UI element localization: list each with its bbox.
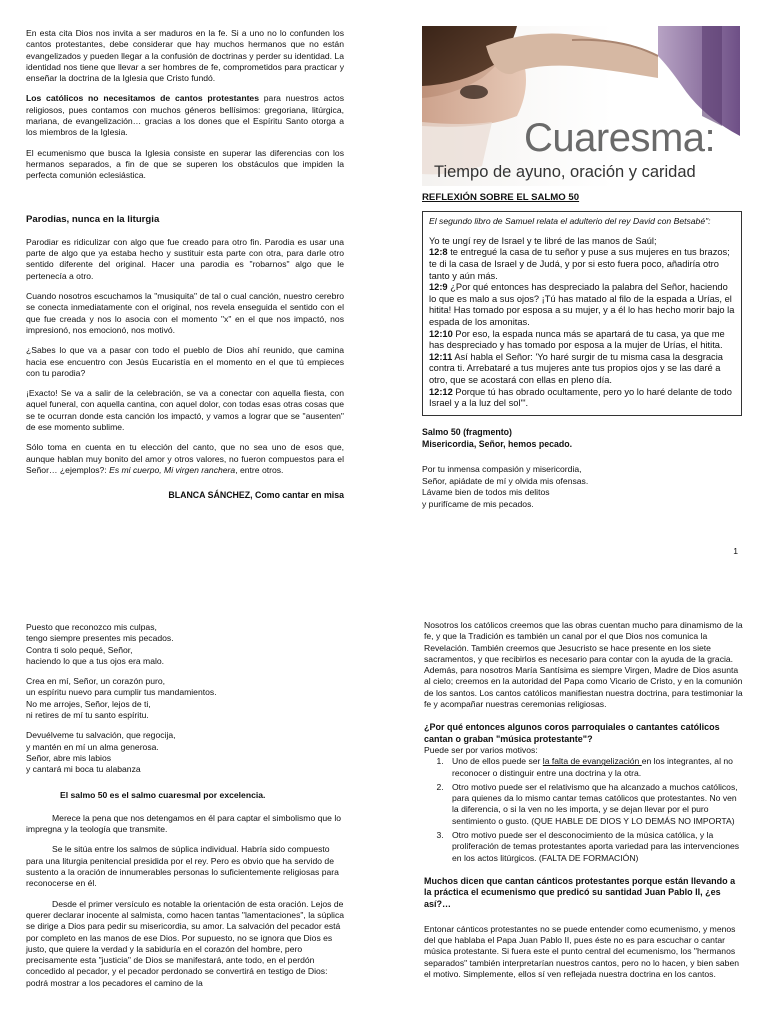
list-text: en los integrantes, al no reconocer o distinguir entre una doctrina y la otra. xyxy=(452,756,733,778)
poem-line: y purifícame de mis pecados. xyxy=(422,499,534,510)
verse-text: te entregué la casa de tu señor y puse a sus mujeres en tus brazos; te di la casa de Israel y de Judá, y por si esto fuera poco, añadiría otro tanto y aún más. xyxy=(429,247,730,281)
lent-hero-image xyxy=(422,26,740,186)
poem-line: Señor, apiádate de mí y olvida mis ofensas. xyxy=(422,475,589,486)
author-signature: BLANCA SÁNCHEZ, Como cantar en misa xyxy=(168,490,344,501)
poem-line: Puesto que reconozco mis culpas, xyxy=(26,622,157,632)
psalm-reflection-heading: REFLEXIÓN SOBRE EL SALMO 50 xyxy=(422,192,580,203)
poem-line: Lávame bien de todos mis delitos xyxy=(422,487,550,498)
paragraph: Parodiar es ridiculizar con algo que fue creado para otro fin. Parodia es usar una parte de algo que ya estaba hecho y sustituir esta parte con otra, para darle otro sentido diferente del original. Hacer una parodia es "robarnos" algo que le pertenecía a otro. xyxy=(26,236,344,281)
paragraph: Merece la pena que nos detengamos en él para captar el simbolismo que lo impregna y la teología que transmite. xyxy=(26,812,342,835)
verse-number: 12:12 xyxy=(429,386,453,397)
psalm-title-line: Salmo 50 (fragmento) xyxy=(422,426,512,437)
verse-number: 12:9 xyxy=(429,282,448,293)
scripture-box xyxy=(422,211,742,416)
italic-examples: Es mi cuerpo, Mi virgen ranchera xyxy=(109,464,236,475)
verse-number: 12:8 xyxy=(429,247,448,258)
psalm-stanza xyxy=(26,730,348,775)
scripture-verse xyxy=(429,282,735,328)
verse-number: 12:11 xyxy=(429,351,453,362)
paragraph xyxy=(26,442,344,476)
page2-right-column xyxy=(424,620,744,989)
reasons-list xyxy=(424,756,744,864)
poem-line: ni retires de mí tu santo espíritu. xyxy=(26,710,149,721)
paragraph: Desde el primer versículo es notable la orientación de esta oración. Lejos de querer declarar inocente al salmista, como hacen tantas "lamentaciones", la súplica se dirige a Dios para pedir su misericordia, su amor. La salvación del pecador está por completo en las manos de ese Dios. Por supuesto, no se ignora que Dios es justo, que quiere la verdad y la sabiduría en el corazón del hombre, pero precisamente esta "justicia" de Dios se manifestará, ante todo, en el perdón concedido al pecador, y el pecador perdonado se convertirá en testigo de Dios: podrá mostrar a los pecadores el camino de la xyxy=(26,898,345,988)
scripture-intro: El segundo libro de Samuel relata el adulterio del rey David con Betsabé": xyxy=(429,216,711,227)
verse-text: Porque tú has obrado ocultamente, pero yo lo haré delante de todo Israel y a la luz del sol'". xyxy=(429,386,732,409)
verse-text: Así habla el Señor: 'Yo haré surgir de tu misma casa la desgracia contra ti. Arrebataré a tus mujeres ante tus propios ojos y se las daré a otro, que se acostará con ellas en pleno día. xyxy=(429,351,723,386)
scripture-verse xyxy=(429,329,735,352)
paragraph: El ecumenismo que busca la Iglesia consiste en superar las diferencias con los hermanos separados, a fin de que se superen los obstáculos que impiden la perfecta comunión eclesiástica. xyxy=(26,147,344,181)
verse-number: 12:10 xyxy=(429,328,453,339)
paragraph xyxy=(26,93,344,138)
question-intro: Puede ser por varios motivos: xyxy=(424,744,538,755)
list-item xyxy=(446,756,744,779)
paragraph: Entonar cánticos protestantes no se puede entender como ecumenismo, y menos del que hablaba el Papa Juan Pablo II, pues éste no es para escuchar o cantar música protestante. Si fuera este el punto central del ecumenismo, los "hermanos separados" también interpretarían nuestros cantos, pero no lo hacen, y bien saben el motivo. Simplemente, ellos sí ven reflejada nuestra doctrina en los cantos. xyxy=(424,923,740,980)
verse-text: ¿Por qué entonces has despreciado la palabra del Señor, haciendo lo que es malo a sus ojos? ¡Tú has matado al filo de la espada a Urías, el hitita! Has tomado por esposa a su mujer, y a él lo has hecho morir bajo la espada de los amonitas. xyxy=(429,282,735,328)
poem-line: Crea en mí, Señor, un corazón puro, xyxy=(26,676,166,687)
scripture-line: Yo te ungí rey de Israel y te libré de las manos de Saúl; xyxy=(429,235,657,246)
hero-subtitle: Tiempo de ayuno, oración y caridad xyxy=(434,163,696,181)
poem-line: haciendo lo que a tus ojos era malo. xyxy=(26,655,165,666)
psalm-poem xyxy=(422,464,742,511)
page-2 xyxy=(0,570,768,1024)
poem-line: Contra ti solo pequé, Señor, xyxy=(26,644,133,655)
list-item: 2. Otro motivo puede ser el relativismo que ha alcanzado a muchos católicos, para quienes da lo mismo cantar temas católicos que protestantes. No ven la diferencia, o si la ven no les importa, y se dejan llevar por el puro sentimiento o gusto. (QUE HABLE DE DIOS Y LO DEMÁS NO IMPORTA) xyxy=(446,782,744,827)
page-number: 1 xyxy=(733,546,738,556)
verse-text: Por eso, la espada nunca más se apartará de tu casa, ya que me has despreciado y has tomado por esposa a la mujer de Urías, el hitita. xyxy=(429,328,725,351)
paragraph: ¿Sabes lo que va a pasar con todo el pueblo de Dios ahí reunido, que camina hacia ese encuentro con Jesús Eucaristía en el momento en el que tú empieces con tu parodia? xyxy=(26,345,344,378)
poem-line: No me arrojes, Señor, lejos de ti, xyxy=(26,698,151,709)
psalm-stanza xyxy=(26,676,348,721)
section-heading: Parodias, nunca en la liturgia xyxy=(26,213,160,225)
bold-lead: Los católicos no necesitamos de cantos protestantes xyxy=(26,93,259,104)
psalm-stanza xyxy=(26,622,348,667)
scripture-verse xyxy=(429,247,735,282)
paragraph-text: , entre otros. xyxy=(235,464,284,475)
underlined-text: la falta de evangelización xyxy=(542,756,642,767)
poem-line: Devuélveme tu salvación, que regocija, xyxy=(26,730,176,741)
paragraph: ¡Exacto! Se va a salir de la celebración, se va a conectar con aquella fiesta, con aquel funeral, con aquella cantina, con aquel dolor, con todas esas otras cosas que se te ocurran donde esta canción los impactó, y vamos a lograr que se "ausenten" de ese momento sublime. xyxy=(26,388,344,433)
list-item: 3. Otro motivo puede ser el desconocimiento de la música católica, y la proliferación de temas protestantes aporta variedad para las intervenciones en los actos litúrgicos. (FALTA DE FORMACIÓN) xyxy=(446,830,744,864)
psalm-refrain: Misericordia, Señor, hemos pecado. xyxy=(422,438,573,449)
paragraph: Se le sitúa entre los salmos de súplica individual. Habría sido compuesto para una liturgia penitencial presidida por el rey. Pero es obvio que ha servido de sustento a la oración de innumerables personas lo suficientemente religiosas para reconocerse en él. xyxy=(26,844,339,889)
question-heading: ¿Por qué entonces algunos coros parroquiales o cantantes católicos cantan o graban "música protestante"? xyxy=(424,722,720,744)
hero-title: Cuaresma: xyxy=(524,116,716,160)
page1-left-column xyxy=(26,28,344,502)
scripture-verse xyxy=(429,352,735,387)
paragraph-text: Sólo toma en cuenta en tu elección del canto, que no sea uno de esos que, aunque hablan muy bonito del amor y otros valores, no fueron compuestos para el Señor… ¿ejemplos?: xyxy=(26,442,344,475)
poem-line: Señor, abre mis labios xyxy=(26,752,112,763)
section-heading: El salmo 50 es el salmo cuaresmal por excelencia. xyxy=(60,789,266,800)
page1-right-column xyxy=(422,26,742,511)
paragraph: Nosotros los católicos creemos que las obras cuentan mucho para dinamismo de la fe, y que la Tradición es también un canal por el que Dios nos comunica la Revelación. También creemos que Jesucristo se hace presente en los siete sacramentos, y que recibirlos es necesario para contar con la ayuda de la gracia. Además, para nosotros María Santísima es siempre Virgen, Madre de Dios asunta al cielo; creemos en la autoridad del Papa como Vicario de Cristo, y en la comunión de los santos. Los cantos católicos manifiestan nuestra doctrina, para testimoniar la fe y acompañar nuestras ceremonias religiosas. xyxy=(424,620,743,710)
question-heading: Muchos dicen que cantan cánticos protestantes porque están llevando a la práctica el ecumenismo que predicó su santidad Juan Pablo II, ¿es así?… xyxy=(424,875,736,909)
list-text: Uno de ellos puede ser xyxy=(452,756,543,767)
paragraph: Cuando nosotros escuchamos la "musiquita" de tal o cual canción, nuestro cerebro se conecta inmediatamente con el original, nos revela enseguida el sentido con el que fue creada y nos lo asocia con el momento "x" en el que nos impactó, nos impresionó, nos emocionó, nos motivó. xyxy=(26,291,344,335)
psalm-title xyxy=(422,426,742,450)
scripture-verse xyxy=(429,387,735,410)
page2-left-column xyxy=(26,622,348,998)
poem-line: y mantén en mí un alma generosa. xyxy=(26,741,159,752)
poem-line: y cantará mi boca tu alabanza xyxy=(26,764,141,775)
poem-line: tengo siempre presentes mis pecados. xyxy=(26,633,174,644)
paragraph: En esta cita Dios nos invita a ser maduros en la fe. Si a uno no lo confunden los cantos protestantes, debe considerar que hay muchos hermanos que no están evangelizados y pueden llegar a la confusión de doctrinas y perder su identidad. La identidad nos tiene que llevar a ser hombres de fe, comprometidos para practicar y enseñar la doctrina de la Iglesia que Cristo fundó. xyxy=(26,28,344,84)
paragraph-rest: para nuestros actos religiosos, pues contamos con muchos géneros bellísimos: gregoriana, litúrgica, mariana, de evangelización… gracias a los dones que el Espíritu Santo otorga a los miembros de la Iglesia. xyxy=(26,93,344,138)
poem-line: un espíritu nuevo para cumplir tus mandamientos. xyxy=(26,687,217,698)
poem-line: Por tu inmensa compasión y misericordia, xyxy=(422,463,582,474)
